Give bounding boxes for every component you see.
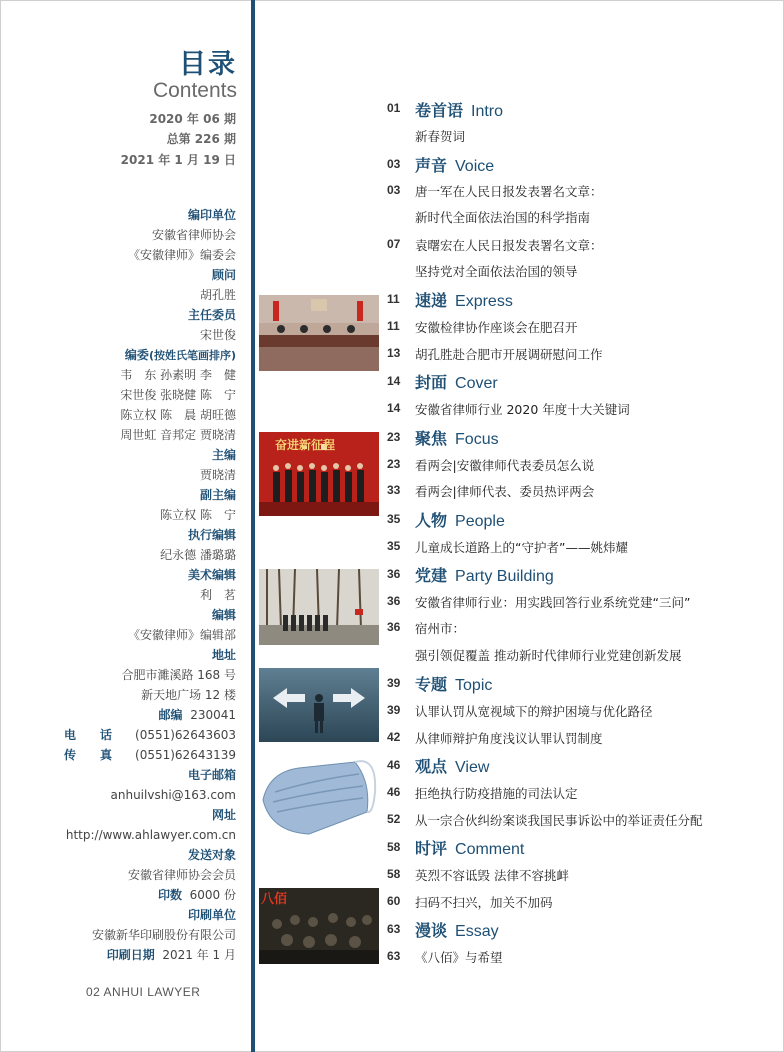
banner-text: 奋进新征程	[275, 438, 336, 452]
toc-item-page: 60	[387, 894, 401, 908]
editing-dept: 《安徽律师》编辑部	[127, 628, 236, 642]
toc-item[interactable]: 强引领促覆盖 推动新时代律师行业党建创新发展	[415, 648, 682, 663]
section-en: Topic	[455, 677, 493, 694]
toc-item[interactable]: 胡孔胜赴合肥市开展调研慰问工作	[415, 347, 603, 362]
print-count-label: 印数	[157, 888, 182, 902]
website-label: 网址	[211, 808, 236, 822]
section-cn: 漫谈	[415, 921, 448, 940]
deputy-editor-label: 副主编	[199, 488, 236, 502]
outdoor-group-photo	[259, 569, 379, 645]
committee-label-text: 编委	[124, 348, 149, 362]
email-value[interactable]: anhuilvshi@163.com	[110, 788, 236, 802]
toc-item-page: 63	[387, 949, 401, 963]
toc-item-page: 23	[387, 457, 401, 471]
toc-item[interactable]: 从一宗合伙纠纷案谈我国民事诉讼中的举证责任分配	[415, 813, 703, 828]
section-cn: 专题	[415, 675, 448, 694]
address-line: 合肥市濉溪路 168 号	[121, 668, 236, 682]
toc-item-page: 07	[387, 237, 401, 251]
printer-value: 安徽新华印刷股份有限公司	[91, 928, 236, 942]
editor-unit-line: 安徽省律师协会	[151, 228, 236, 242]
section-cn: 观点	[415, 757, 448, 776]
toc-item-page: 58	[387, 867, 401, 881]
toc-section-page: 35	[387, 512, 401, 526]
toc-item[interactable]: 儿童成长道路上的“守护者”——姚炜耀	[415, 540, 628, 555]
section-en: People	[455, 513, 505, 530]
movie-title-text: 八佰	[261, 892, 288, 907]
section-en: Intro	[471, 103, 504, 120]
toc-item-page: 03	[387, 183, 401, 197]
toc-item[interactable]: 从律师辩护角度浅议认罪认罚制度	[415, 731, 603, 746]
meeting-photo	[259, 295, 379, 371]
toc-item[interactable]: 拒绝执行防疫措施的司法认定	[415, 786, 578, 801]
toc-section-page: 03	[387, 157, 401, 171]
section-cn: 封面	[415, 373, 448, 392]
address-label: 地址	[211, 648, 236, 662]
masthead-column	[0, 0, 240, 1052]
postcode-value: 230041	[190, 708, 236, 722]
movie-still	[259, 888, 379, 964]
toc-section-essay[interactable]	[415, 918, 499, 941]
toc-section-people[interactable]	[415, 508, 505, 531]
toc-section-comment[interactable]	[415, 836, 524, 859]
address-line: 新天地广场 12 楼	[141, 688, 236, 702]
editing-label: 编辑	[211, 608, 236, 622]
executive-editor-label: 执行编辑	[187, 528, 236, 542]
committee-line: 陈立权 陈 晨 胡旺德	[120, 408, 236, 422]
executive-editor-names: 纪永德 潘璐璐	[160, 548, 236, 562]
toc-item[interactable]: 宿州市：	[415, 621, 466, 636]
section-en: Cover	[455, 375, 498, 392]
website-link[interactable]: http://www.ahlawyer.com.cn	[65, 828, 236, 842]
toc-item[interactable]: 新时代全面依法治国的科学指南	[415, 210, 591, 225]
phone-row	[64, 725, 236, 745]
section-en: Essay	[455, 923, 499, 940]
toc-section-party-building[interactable]	[415, 563, 554, 586]
chief-editor-label: 主编	[211, 448, 236, 462]
vertical-divider	[251, 0, 255, 1052]
section-en: View	[455, 759, 490, 776]
toc-section-express[interactable]	[415, 288, 513, 311]
committee-line: 周世虹 音邦定 贾晓清	[120, 428, 236, 442]
toc-item-page: 42	[387, 730, 401, 744]
toc-section-page: 36	[387, 567, 401, 581]
toc-item-page: 14	[387, 401, 401, 415]
art-editor-label: 美术编辑	[187, 568, 236, 582]
section-en: Party Building	[455, 568, 554, 585]
toc-section-page: 23	[387, 430, 401, 444]
toc-item[interactable]: 安徽省律师行业 2020 年度十大关键词	[415, 402, 630, 417]
toc-item[interactable]: 坚持党对全面依法治国的领导	[415, 264, 578, 279]
committee-line: 韦 东 孙素明 李 健	[120, 368, 236, 382]
toc-item[interactable]: 看两会|安徽律师代表委员怎么说	[415, 458, 595, 473]
print-count-value: 6000 份	[189, 888, 236, 902]
section-cn: 时评	[415, 839, 448, 858]
page-title: 目录	[179, 49, 237, 80]
chair-label: 主任委员	[187, 308, 236, 322]
toc-item-page: 35	[387, 539, 401, 553]
toc-item-page: 36	[387, 594, 401, 608]
email-label: 电子邮箱	[187, 768, 236, 782]
section-cn: 声音	[415, 156, 448, 175]
toc-item[interactable]: 新春贺词	[415, 129, 466, 144]
postcode-row	[159, 705, 236, 725]
section-cn: 人物	[415, 511, 448, 530]
issue-total: 总第 226 期	[166, 132, 236, 146]
toc-item-page: 39	[387, 703, 401, 717]
recipients-value: 安徽省律师协会会员	[127, 868, 236, 882]
committee-line: 宋世俊 张晓健 陈 宁	[120, 388, 236, 402]
toc-section-topic[interactable]	[415, 672, 492, 695]
section-cn: 卷首语	[415, 101, 464, 120]
toc-item[interactable]: 《八佰》与希望	[415, 950, 503, 965]
advisor-name: 胡孔胜	[199, 288, 236, 302]
toc-item[interactable]: 认罪认罚从宽视域下的辩护困境与优化路径	[415, 704, 653, 719]
art-editor-name: 利 茗	[199, 588, 236, 602]
section-cn: 聚焦	[415, 429, 448, 448]
toc-item-page: 33	[387, 483, 401, 497]
page-footer: 02 ANHUI LAWYER	[86, 985, 201, 999]
toc-section-page: 11	[387, 292, 400, 306]
toc-item[interactable]: 唐一军在人民日报发表署名文章：	[415, 184, 603, 199]
topic-illustration	[259, 668, 379, 742]
editor-unit-line: 《安徽律师》编委会	[127, 248, 236, 262]
section-en: Comment	[455, 841, 525, 858]
toc-section-intro[interactable]	[415, 98, 503, 121]
toc-item-page: 52	[387, 812, 401, 826]
face-mask-image	[259, 752, 379, 844]
committee-label	[125, 345, 236, 366]
committee-note: (按姓氏笔画排序)	[148, 349, 236, 362]
toc-section-page: 14	[387, 374, 401, 388]
fax-label: 传 真	[64, 748, 113, 762]
deputy-editor-names: 陈立权 陈 宁	[160, 508, 236, 522]
print-count-row	[158, 885, 236, 905]
print-date-row	[107, 945, 236, 965]
section-en: Express	[455, 293, 513, 310]
postcode-label: 邮编	[158, 708, 183, 722]
advisor-label: 顾问	[211, 268, 236, 282]
printer-label: 印刷单位	[187, 908, 236, 922]
toc-section-page: 01	[387, 101, 401, 115]
recipients-label: 发送对象	[187, 848, 236, 862]
fax-row	[64, 745, 236, 765]
toc-item-page: 36	[387, 620, 401, 634]
toc-item[interactable]: 袁曙宏在人民日报发表署名文章：	[415, 238, 603, 253]
toc-item[interactable]: 扫码不扫兴，加关不加码	[415, 895, 553, 910]
chief-editor-name: 贾晓清	[199, 468, 236, 482]
section-cn: 速递	[415, 291, 448, 310]
chair-name: 宋世俊	[199, 328, 236, 342]
section-en: Voice	[455, 158, 495, 175]
toc-section-focus[interactable]	[415, 426, 499, 449]
toc-section-page: 58	[387, 840, 401, 854]
toc-section-view[interactable]	[415, 754, 489, 777]
toc-item[interactable]: 看两会|律师代表、委员热评两会	[415, 484, 595, 499]
toc-item[interactable]: 英烈不容诋毁 法律不容挑衅	[415, 868, 569, 883]
issue-number: 2020 年 06 期	[149, 112, 236, 126]
section-cn: 党建	[415, 566, 448, 585]
toc-section-page: 39	[387, 676, 401, 690]
toc-item[interactable]: 安徽检律协作座谈会在肥召开	[415, 320, 578, 335]
editor-unit-label: 编印单位	[187, 208, 236, 222]
phone-value: (0551)62643603	[135, 728, 236, 742]
issue-date: 2021 年 1 月 19 日	[120, 153, 236, 167]
fax-value: (0551)62643139	[135, 748, 236, 762]
phone-label: 电 话	[64, 728, 113, 742]
toc-section-voice[interactable]	[415, 153, 494, 176]
section-en: Focus	[455, 431, 499, 448]
toc-section-cover[interactable]	[415, 370, 498, 393]
toc-item[interactable]: 安徽省律师行业：用实践回答行业系统党建“三问”	[415, 595, 691, 610]
page-subtitle: Contents	[152, 79, 237, 102]
toc-item-page: 46	[387, 785, 401, 799]
toc-section-page: 63	[387, 922, 401, 936]
toc-section-page: 46	[387, 758, 401, 772]
toc-item-page: 13	[387, 346, 401, 360]
print-date-value: 2021 年 1 月	[162, 948, 236, 962]
group-photo	[259, 432, 379, 516]
toc-item-page: 11	[387, 319, 400, 333]
print-date-label: 印刷日期	[106, 948, 155, 962]
